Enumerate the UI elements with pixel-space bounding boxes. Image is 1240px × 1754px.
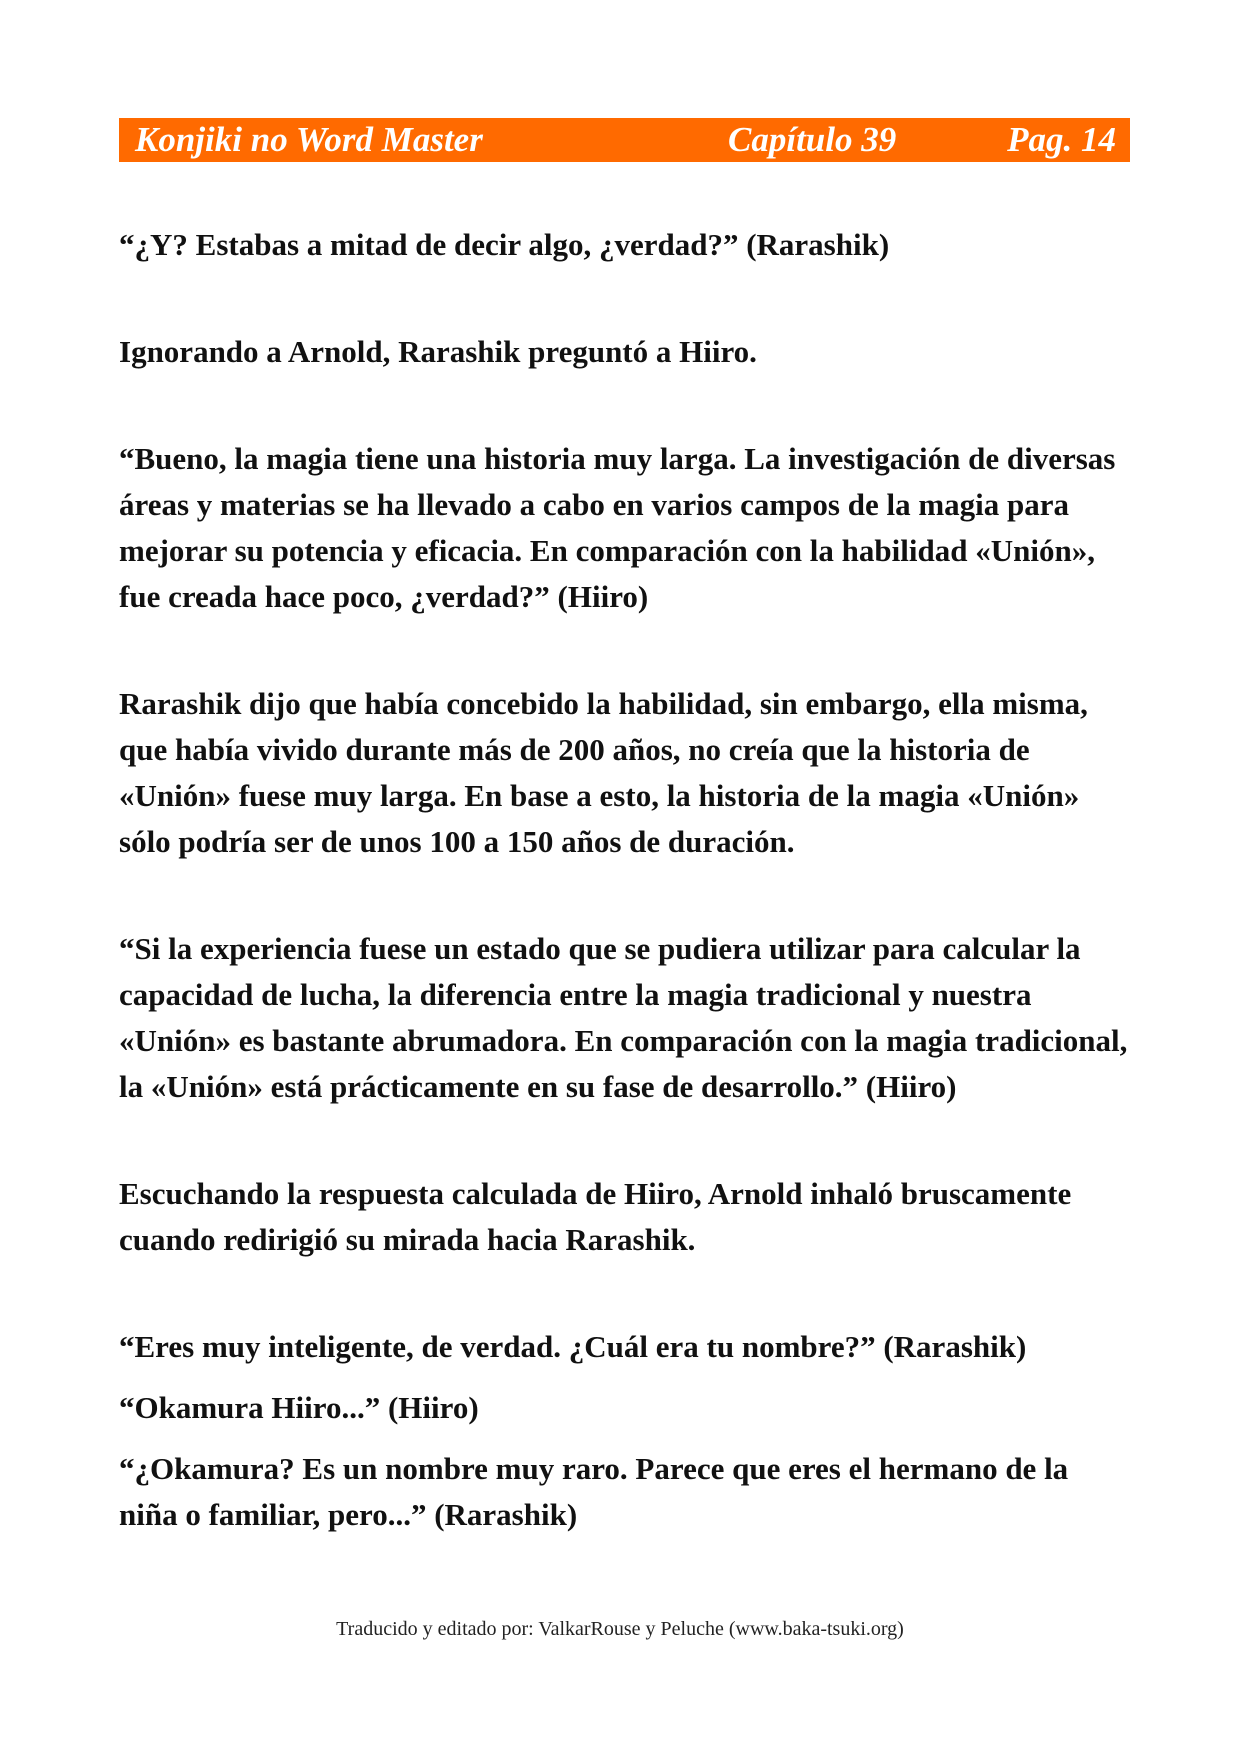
paragraph: Ignorando a Arnold, Rarashik preguntó a Hiiro.: [119, 334, 757, 369]
paragraph: “¿Y? Estabas a mitad de decir algo, ¿verdad?” (Rarashik): [119, 227, 890, 262]
novel-title: Konjiki no Word Master: [135, 120, 483, 159]
paragraph: “¿Okamura? Es un nombre muy raro. Parece que eres el hermano de la niña o familiar, pero...” (Rarashik): [119, 1451, 1069, 1532]
translation-credits: Traducido y editado por: ValkarRouse y Peluche (www.baka-tsuki.org): [336, 1618, 904, 1640]
paragraph: “Eres muy inteligente, de verdad. ¿Cuál era tu nombre?” (Rarashik): [119, 1329, 1027, 1364]
paragraph: “Okamura Hiiro...” (Hiiro): [119, 1390, 479, 1425]
paragraph: Escuchando la respuesta calculada de Hiiro, Arnold inhaló bruscamente cuando redirigió su mirada hacia Rarashik.: [119, 1176, 1072, 1257]
paragraph: “Bueno, la magia tiene una historia muy larga. La investigación de diversas áreas y materias se ha llevado a cabo en varios campos de la magia para mejorar su potencia y eficacia. En comparación con la habilidad «Unión», fue creada hace poco, ¿verdad?” (Hiiro): [119, 441, 1116, 614]
page-header: [119, 118, 1130, 162]
page-number: Pag. 14: [1007, 120, 1116, 159]
paragraph: “Si la experiencia fuese un estado que se pudiera utilizar para calcular la capacidad de lucha, la diferencia entre la magia tradicional y nuestra «Unión» es bastante abrumadora. En comparación con la magia tradicional, la «Unión» está prácticamente en su fase de desarrollo.” (Hiiro): [119, 931, 1128, 1104]
chapter-label: Capítulo 39: [728, 120, 897, 159]
paragraph: Rarashik dijo que había concebido la habilidad, sin embargo, ella misma, que había vivido durante más de 200 años, no creía que la historia de «Unión» fuese muy larga. En base a esto, la historia de la magia «Unión» sólo podría ser de unos 100 a 150 años de duración.: [119, 686, 1088, 859]
page-body: [119, 222, 1131, 1538]
